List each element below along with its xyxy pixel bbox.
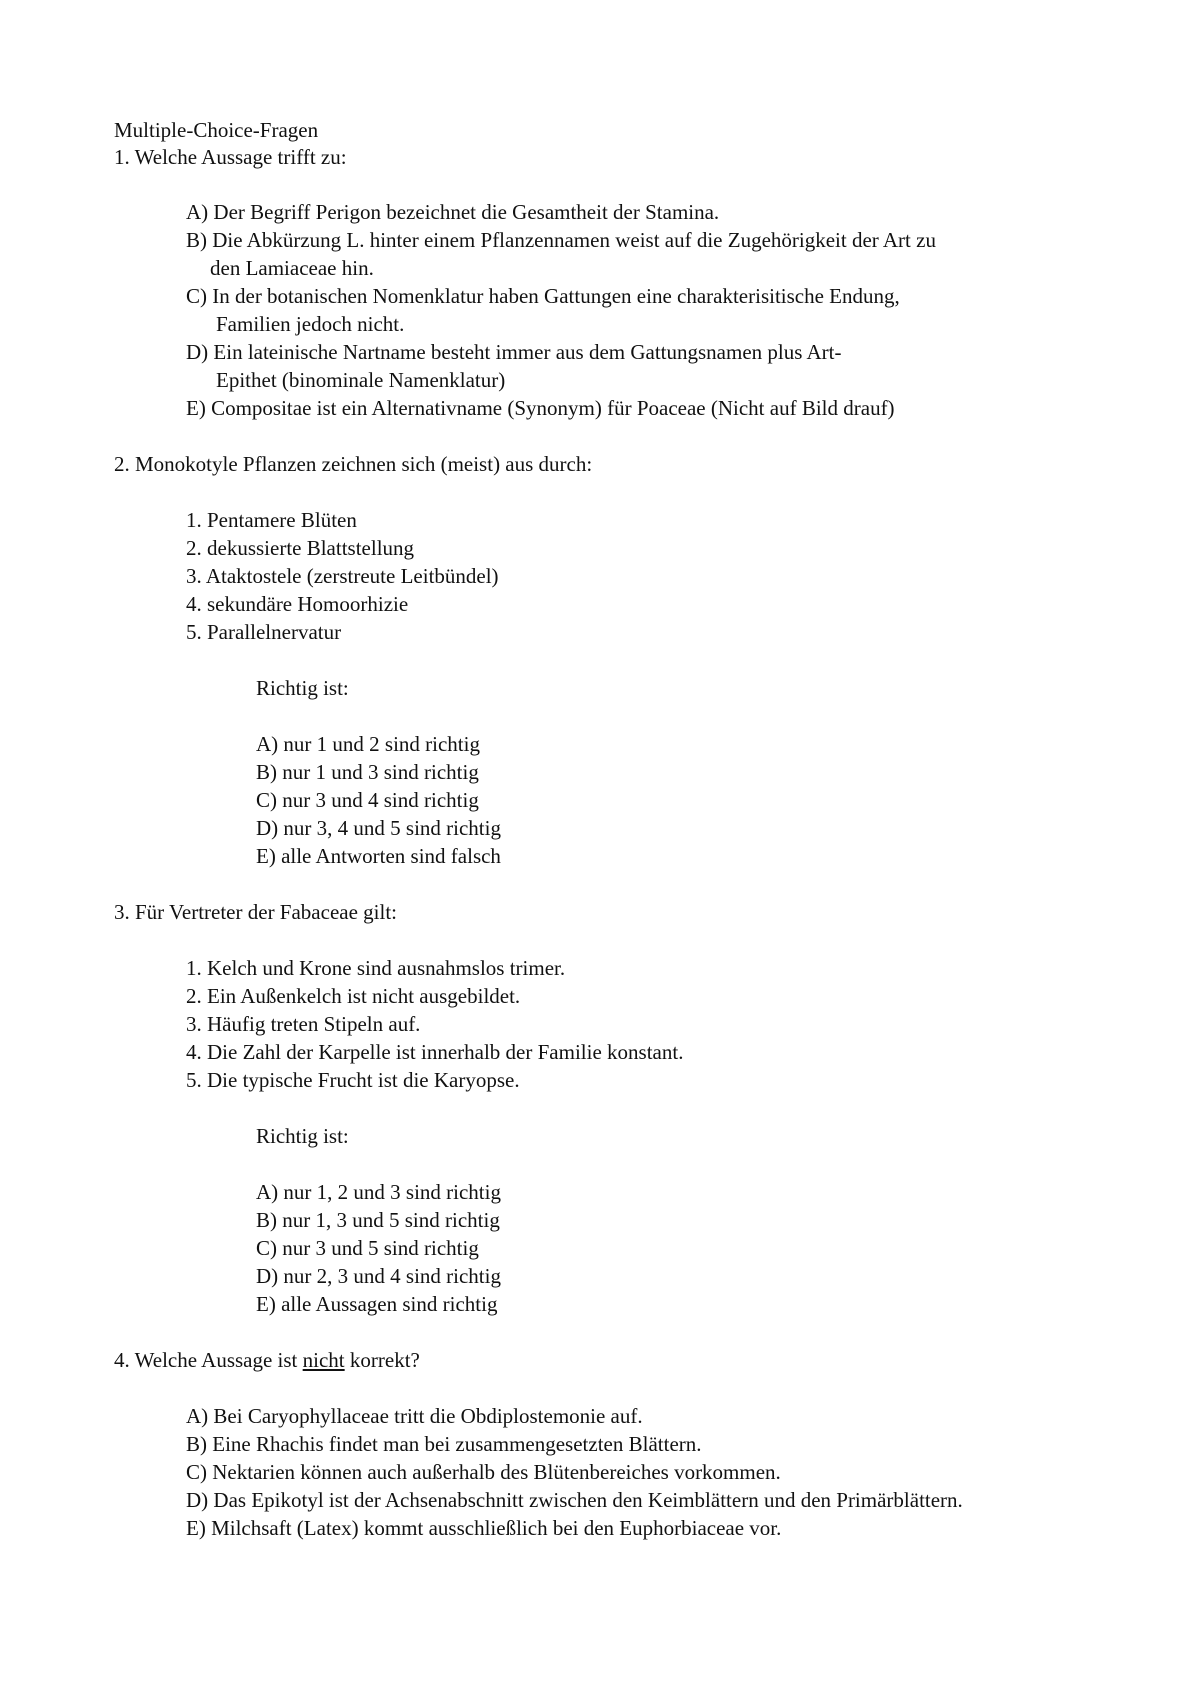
q4-option-b: B) Eine Rhachis findet man bei zusammengesetzten Blättern. (186, 1432, 702, 1456)
question-4-underlined-word: nicht (302, 1348, 345, 1372)
q2-item-2: 2. dekussierte Blattstellung (186, 536, 415, 560)
question-4-text-after: korrekt? (344, 1348, 420, 1372)
question-4 (114, 1346, 420, 1374)
question-2: 2. Monokotyle Pflanzen zeichnen sich (meist) aus durch: (114, 452, 593, 476)
q4-option-d: D) Das Epikotyl ist der Achsenabschnitt zwischen den Keimblättern und den Primärblättern. (186, 1488, 963, 1512)
q2-item-5: 5. Parallelnervatur (186, 620, 342, 644)
q2-prompt: Richtig ist: (256, 676, 349, 700)
q1-option-b-continued: den Lamiaceae hin. (210, 256, 374, 280)
q3-prompt: Richtig ist: (256, 1124, 349, 1148)
q4-option-e: E) Milchsaft (Latex) kommt ausschließlich bei den Euphorbiaceae vor. (186, 1516, 782, 1540)
q4-option-a: A) Bei Caryophyllaceae tritt die Obdiplostemonie auf. (186, 1404, 643, 1428)
q2-answer-b: B) nur 1 und 3 sind richtig (256, 760, 479, 784)
q1-option-d: D) Ein lateinische Nartname besteht immer aus dem Gattungsnamen plus Art- (186, 340, 842, 364)
question-3: 3. Für Vertreter der Fabaceae gilt: (114, 900, 397, 924)
q3-item-4: 4. Die Zahl der Karpelle ist innerhalb der Familie konstant. (186, 1040, 684, 1064)
q2-item-3: 3. Ataktostele (zerstreute Leitbündel) (186, 564, 499, 588)
q3-item-3: 3. Häufig treten Stipeln auf. (186, 1012, 421, 1036)
q2-answer-a: A) nur 1 und 2 sind richtig (256, 732, 480, 756)
q1-option-e: E) Compositae ist ein Alternativname (Synonym) für Poaceae (Nicht auf Bild drauf) (186, 396, 895, 420)
q1-option-c: C) In der botanischen Nomenklatur haben Gattungen eine charakterisitische Endung, (186, 284, 900, 308)
q2-answer-c: C) nur 3 und 4 sind richtig (256, 788, 479, 812)
q1-option-a: A) Der Begriff Perigon bezeichnet die Gesamtheit der Stamina. (186, 200, 720, 224)
q3-item-1: 1. Kelch und Krone sind ausnahmslos trimer. (186, 956, 566, 980)
q4-option-c: C) Nektarien können auch außerhalb des Blütenbereiches vorkommen. (186, 1460, 781, 1484)
q3-answer-c: C) nur 3 und 5 sind richtig (256, 1236, 479, 1260)
question-4-text-before: 4. Welche Aussage ist (114, 1348, 303, 1372)
q3-answer-a: A) nur 1, 2 und 3 sind richtig (256, 1180, 501, 1204)
q2-answer-d: D) nur 3, 4 und 5 sind richtig (256, 816, 501, 840)
question-1: 1. Welche Aussage trifft zu: (114, 145, 347, 169)
q1-option-b: B) Die Abkürzung L. hinter einem Pflanzennamen weist auf die Zugehörigkeit der Art zu (186, 228, 936, 252)
q1-option-c-continued: Familien jedoch nicht. (216, 312, 405, 336)
q1-option-d-continued: Epithet (binominale Namenklatur) (216, 368, 506, 392)
q2-answer-e: E) alle Antworten sind falsch (256, 844, 501, 868)
q3-item-2: 2. Ein Außenkelch ist nicht ausgebildet. (186, 984, 521, 1008)
document-title: Multiple-Choice-Fragen (114, 118, 319, 142)
q3-answer-b: B) nur 1, 3 und 5 sind richtig (256, 1208, 500, 1232)
q3-answer-e: E) alle Aussagen sind richtig (256, 1292, 498, 1316)
q2-item-1: 1. Pentamere Blüten (186, 508, 357, 532)
q3-item-5: 5. Die typische Frucht ist die Karyopse. (186, 1068, 520, 1092)
q2-item-4: 4. sekundäre Homoorhizie (186, 592, 409, 616)
q3-answer-d: D) nur 2, 3 und 4 sind richtig (256, 1264, 501, 1288)
